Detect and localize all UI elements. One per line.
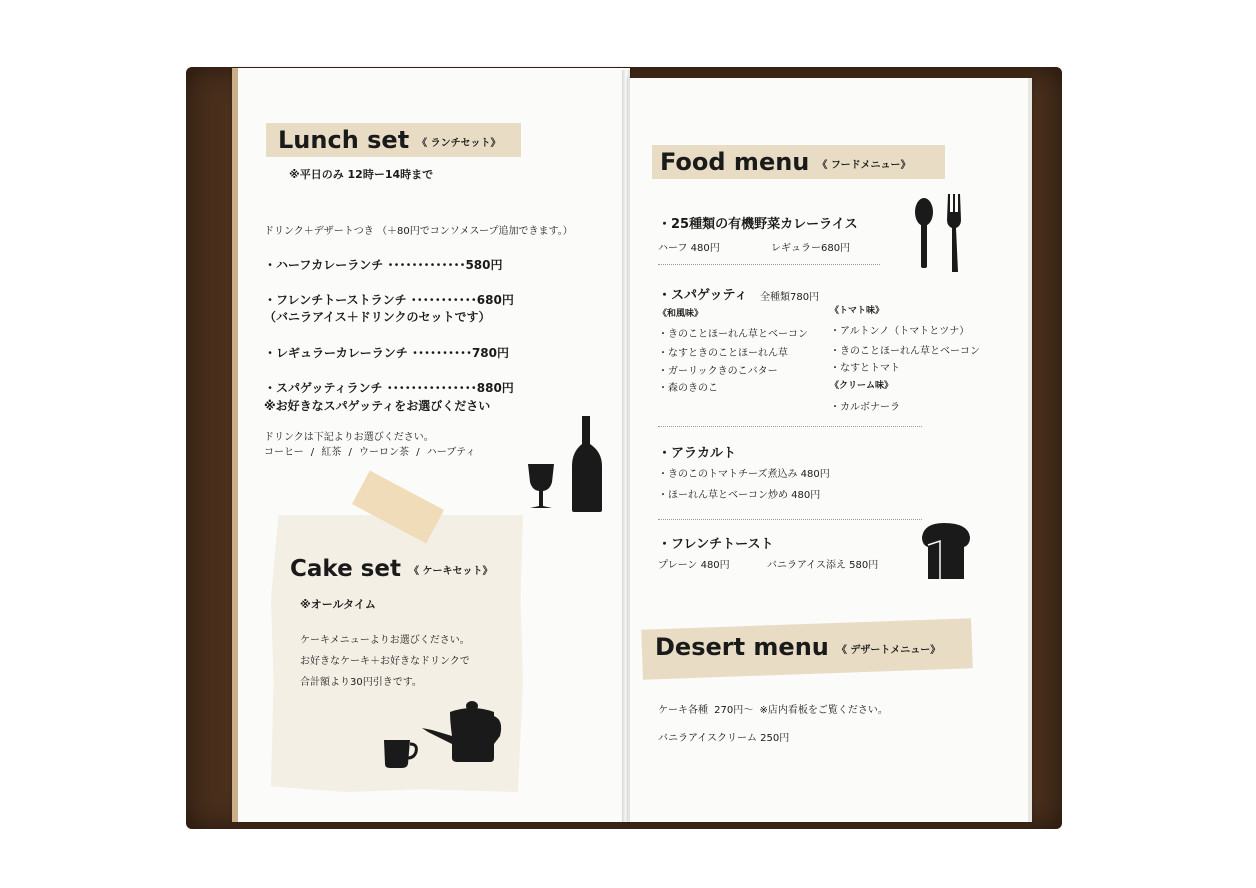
desert-cake: ケーキ各種 270円～ ※店内看板をご覧ください。	[658, 705, 888, 716]
food-subtitle: 《 フードメニュー》	[817, 159, 911, 171]
lunch-item-spaghetti: ・スパゲッティランチ ･･･････････････880円	[264, 381, 514, 395]
spaghetti-tomato-item: ・きのことほーれん草とベーコン	[830, 346, 980, 357]
divider	[658, 519, 922, 520]
lunch-hours: ※平日のみ 12時ー14時まで	[289, 168, 434, 181]
spaghetti-tomato-item: ・アルトンノ（トマトとツナ）	[830, 326, 970, 337]
wine-glass-bottle-icon	[526, 414, 608, 514]
cake-title	[290, 556, 492, 582]
spoon-fork-icon	[910, 190, 972, 276]
cake-desc-3: 合計額より30円引きです。	[300, 677, 422, 688]
bread-loaf-icon	[918, 521, 972, 583]
lunch-drink-note: ドリンク＋デザートつき （＋80円でコンソメスープ追加できます。）	[264, 226, 573, 237]
lunch-title	[278, 126, 500, 154]
lunch-item-french-toast-note: （バニラアイス＋ドリンクのセットです）	[264, 310, 491, 324]
food-title-text: Food menu	[660, 148, 810, 176]
food-curry-regular: レギュラー680円	[771, 243, 851, 254]
spaghetti-wafu-item: ・ガーリックきのこバター	[658, 366, 778, 377]
spaghetti-tomato-item: ・なすとトマト	[830, 363, 900, 374]
food-title	[660, 148, 910, 176]
food-toast-plain: プレーン 480円	[658, 560, 730, 571]
food-curry-half: ハーフ 480円	[658, 243, 720, 254]
lunch-title-text: Lunch set	[278, 126, 410, 154]
lunch-item-french-toast: ・フレンチトーストランチ ･･･････････680円	[264, 293, 514, 307]
alacarte-item: ・きのこのトマトチーズ煮込み 480円	[658, 469, 830, 480]
lunch-item-regular-curry: ・レギュラーカレーランチ ･･････････780円	[264, 346, 509, 360]
cake-subtitle: 《 ケーキセット》	[408, 566, 493, 577]
cake-title-text: Cake set	[290, 556, 401, 582]
food-spaghetti-name: ・スパゲッティ	[658, 288, 748, 303]
desert-ice: バニラアイスクリーム 250円	[658, 733, 790, 744]
food-alacarte-name: ・アラカルト	[658, 446, 737, 461]
lunch-subtitle: 《 ランチセット》	[417, 137, 501, 149]
divider	[658, 426, 922, 427]
spaghetti-wafu-item: ・きのことほーれん草とベーコン	[658, 329, 808, 340]
cake-desc-1: ケーキメニューよりお選びください。	[300, 635, 470, 646]
cake-desc-2: お好きなケーキ＋お好きなドリンクで	[300, 656, 470, 667]
page-fold	[622, 70, 630, 822]
desert-title	[655, 633, 940, 661]
cake-time: ※オールタイム	[300, 598, 376, 611]
food-curry-name: ・25種類の有機野菜カレーライス	[658, 217, 858, 232]
lunch-drink-choice: ドリンクは下記よりお選びください。	[264, 432, 434, 443]
spaghetti-cream-label: 《クリーム味》	[830, 381, 894, 391]
alacarte-item: ・ほーれん草とベーコン炒め 480円	[658, 490, 821, 501]
food-toast-vanilla: バニラアイス添え 580円	[767, 560, 879, 571]
lunch-drinks: コーヒー / 紅茶 / ウーロン茶 / ハーブティ	[264, 447, 476, 458]
divider	[658, 264, 880, 265]
spaghetti-wafu-label: 《和風味》	[658, 309, 704, 319]
food-spaghetti-price: 全種類780円	[760, 292, 820, 303]
spaghetti-cream-item: ・カルボナーラ	[830, 402, 900, 413]
spaghetti-wafu-item: ・森のきのこ	[658, 383, 718, 394]
spaghetti-wafu-item: ・なすときのことほーれん草	[658, 348, 788, 359]
lunch-item-half-curry: ・ハーフカレーランチ ･････････････580円	[264, 258, 503, 272]
spaghetti-tomato-label: 《トマト味》	[830, 306, 885, 316]
food-toast-name: ・フレンチトースト	[658, 537, 774, 552]
desert-subtitle: 《 デザートメニュー》	[836, 644, 941, 656]
lunch-item-spaghetti-note: ※お好きなスパゲッティをお選びください	[264, 399, 491, 413]
desert-title-text: Desert menu	[655, 633, 829, 661]
teapot-cup-icon	[380, 696, 504, 770]
